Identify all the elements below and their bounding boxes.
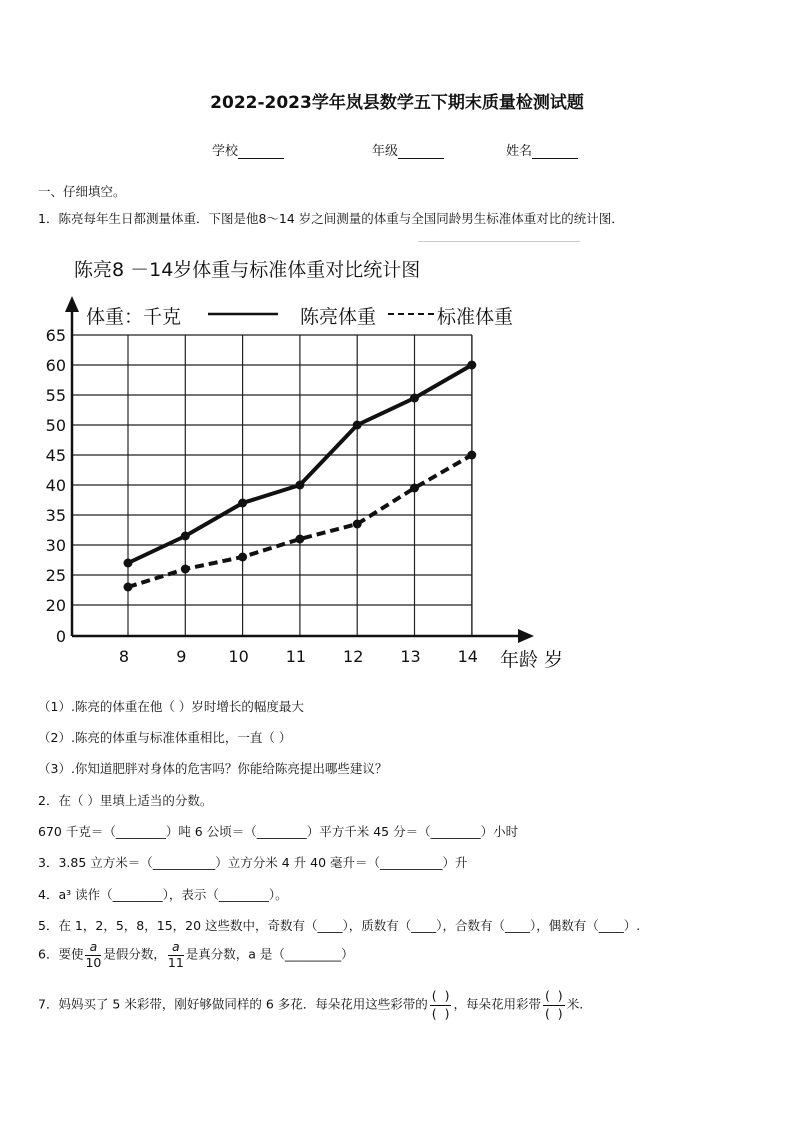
- question-5: 5．在 1，2，5，8，15，20 这些数中，奇数有（____），质数有（____），合数有（____），偶数有（____）.: [38, 918, 641, 933]
- data-point: [181, 565, 190, 574]
- chart-title: 陈亮8 －14岁体重与标准体重对比统计图: [74, 259, 421, 281]
- data-point: [295, 535, 304, 544]
- question-2: 2．在（ ）里填上适当的分数。: [38, 793, 213, 808]
- data-point: [353, 520, 362, 529]
- data-point: [181, 532, 190, 541]
- legend-series-2: 标准体重: [437, 306, 514, 328]
- data-point: [467, 451, 476, 460]
- q7-mid: ，每朵花用彩带: [453, 996, 541, 1012]
- question-1-part-3: （3）.你知道肥胖对身体的危害吗？你能给陈亮提出哪些建议？: [38, 761, 388, 776]
- blank-fraction-1: $\frac{( )}{( )}$: [431, 988, 450, 1021]
- y-tick-label: 30: [45, 536, 66, 555]
- x-tick-label: 12: [343, 647, 364, 666]
- data-point: [353, 421, 362, 430]
- q7-post: 米.: [566, 996, 584, 1012]
- y-tick-label: 40: [45, 476, 66, 495]
- data-point: [410, 484, 419, 493]
- x-tick-label: 11: [285, 647, 307, 666]
- data-point: [124, 583, 133, 592]
- question-4: 4．a³ 读作（________），表示（________）。: [38, 887, 288, 902]
- fraction-a-10: $\frac{a}{10}$: [85, 939, 102, 970]
- question-3: 3．3.85 立方米＝（__________）立方分米 4 升 40 毫升＝（__________）升: [38, 855, 468, 870]
- y-tick-label: 60: [45, 356, 66, 375]
- y-axis-label: 体重：千克: [86, 306, 182, 328]
- y-tick-label: 20: [45, 596, 66, 615]
- q6-pre: 6．要使: [38, 946, 84, 962]
- q7-pre: 7．妈妈买了 5 米彩带，刚好够做同样的 6 多花．每朵花用这些彩带的: [38, 996, 428, 1012]
- data-point: [238, 553, 247, 562]
- question-1-part-1: （1）.陈亮的体重在他（ ）岁时增长的幅度最大: [38, 699, 304, 714]
- fraction-a-11: $\frac{a}{11}$: [167, 939, 184, 970]
- section-heading: 一、仔细填空。: [38, 184, 126, 199]
- x-axis-arrow: [518, 629, 534, 643]
- grade-label: 年级: [372, 144, 399, 159]
- x-tick-label: 10: [228, 647, 249, 666]
- question-6: [38, 941, 354, 969]
- x-tick-label: 14: [457, 647, 478, 666]
- y-tick-label: 25: [45, 566, 66, 585]
- legend-series-1: 陈亮体重: [300, 306, 377, 328]
- question-1-part-2: （2）.陈亮的体重与标准体重相比，一直（ ）: [38, 730, 292, 745]
- x-tick-label: 9: [176, 647, 187, 666]
- y-tick-label: 45: [45, 446, 66, 465]
- y-tick-label: 0: [55, 627, 66, 646]
- y-tick-label: 55: [45, 386, 66, 405]
- name-label: 姓名: [506, 144, 533, 159]
- data-point: [467, 361, 476, 370]
- school-label: 学校: [212, 144, 239, 159]
- data-point: [124, 559, 133, 568]
- data-point: [238, 499, 247, 508]
- x-tick-label: 13: [400, 647, 421, 666]
- q6-mid: 是假分数，: [103, 946, 166, 962]
- y-tick-label: 65: [45, 326, 66, 345]
- data-point: [295, 481, 304, 490]
- question-1: 1．陈亮每年生日都测量体重．下图是他8～14 岁之间测量的体重与全国同龄男生标准体重对比的统计图．: [38, 211, 624, 226]
- blank-fraction-2: $\frac{( )}{( )}$: [544, 988, 563, 1021]
- y-axis-arrow: [65, 296, 79, 312]
- x-tick-label: 8: [118, 647, 130, 666]
- x-axis-label: 年龄 岁: [500, 649, 564, 671]
- question-2-line: 670 千克＝（________）吨 6 公顷＝（________）平方千米 45 分＝（________）小时: [38, 824, 519, 839]
- question-7: [38, 990, 583, 1020]
- page-title: 2022-2023学年岚县数学五下期末质量检测试题: [210, 93, 584, 113]
- y-tick-label: 50: [45, 416, 66, 435]
- y-tick-label: 35: [45, 506, 66, 525]
- data-point: [410, 394, 419, 403]
- q6-post: 是真分数，a 是（_________）: [185, 946, 354, 962]
